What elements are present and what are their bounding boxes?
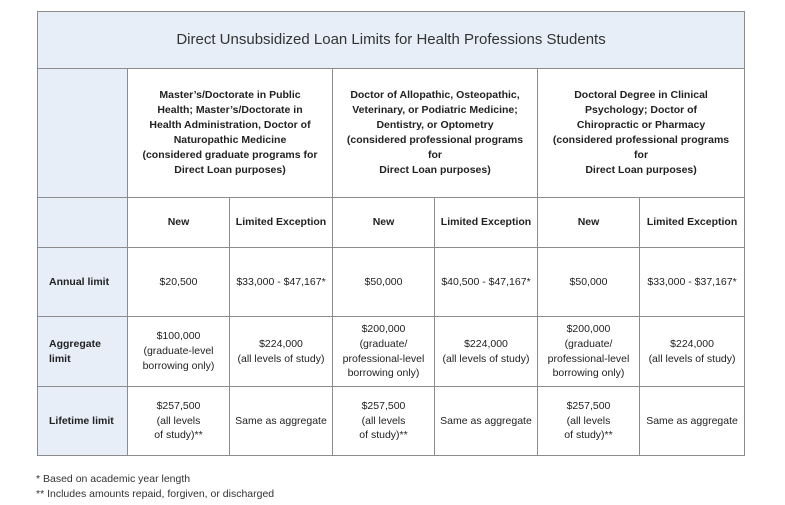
- subheader-corner-cell: [38, 198, 128, 248]
- table-cell: $257,500 (all levels of study)**: [128, 387, 230, 456]
- subheader-new: New: [333, 198, 435, 248]
- row-label: Annual limit: [38, 248, 128, 317]
- loan-limits-table: [37, 11, 745, 456]
- table-cell: Same as aggregate: [230, 387, 333, 456]
- table-cell: $224,000 (all levels of study): [640, 317, 745, 387]
- group-header-row: [38, 69, 745, 198]
- subheader-limited-exception: Limited Exception: [640, 198, 745, 248]
- footnote: * Based on academic year length: [36, 473, 191, 485]
- table-row-aggregate-limit: [38, 317, 745, 387]
- title-row: [38, 12, 745, 69]
- subheader-new: New: [538, 198, 640, 248]
- table-cell: $257,500 (all levels of study)**: [333, 387, 435, 456]
- table-row-lifetime-limit: [38, 387, 745, 456]
- corner-cell: [38, 69, 128, 198]
- subheader-new: New: [128, 198, 230, 248]
- loan-limits-table-container: [37, 11, 744, 456]
- table-title: Direct Unsubsidized Loan Limits for Health Professions Students: [38, 12, 745, 69]
- table-cell: $257,500 (all levels of study)**: [538, 387, 640, 456]
- row-label: Aggregate limit: [38, 317, 128, 387]
- table-cell: $224,000 (all levels of study): [435, 317, 538, 387]
- subheader-limited-exception: Limited Exception: [230, 198, 333, 248]
- row-label: Lifetime limit: [38, 387, 128, 456]
- group-header-medical: Doctor of Allopathic, Osteopathic, Veterinary, or Podiatric Medicine; Dentistry, or Optometry (considered professional programs for Direct Loan purposes): [333, 69, 538, 198]
- subheader-row: [38, 198, 745, 248]
- table-cell: $20,500: [128, 248, 230, 317]
- table-cell: Same as aggregate: [435, 387, 538, 456]
- table-cell: $40,500 - $47,167*: [435, 248, 538, 317]
- table-row-annual-limit: [38, 248, 745, 317]
- table-cell: $200,000 (graduate/ professional-level borrowing only): [538, 317, 640, 387]
- group-header-doctoral: Doctoral Degree in Clinical Psychology; Doctor of Chiropractic or Pharmacy (considered professional programs for Direct Loan purposes): [538, 69, 745, 198]
- table-cell: $33,000 - $37,167*: [640, 248, 745, 317]
- group-header-graduate: Master’s/Doctorate in Public Health; Master’s/Doctorate in Health Administration, Doctor of Naturopathic Medicine (considered graduate programs for Direct Loan purposes): [128, 69, 333, 198]
- table-cell: $224,000 (all levels of study): [230, 317, 333, 387]
- table-cell: Same as aggregate: [640, 387, 745, 456]
- table-cell: $50,000: [333, 248, 435, 317]
- footnote: ** Includes amounts repaid, forgiven, or discharged: [36, 488, 275, 500]
- footnotes: [36, 472, 274, 502]
- table-cell: $100,000 (graduate-level borrowing only): [128, 317, 230, 387]
- subheader-limited-exception: Limited Exception: [435, 198, 538, 248]
- table-cell: $33,000 - $47,167*: [230, 248, 333, 317]
- table-cell: $200,000 (graduate/ professional-level borrowing only): [333, 317, 435, 387]
- table-cell: $50,000: [538, 248, 640, 317]
